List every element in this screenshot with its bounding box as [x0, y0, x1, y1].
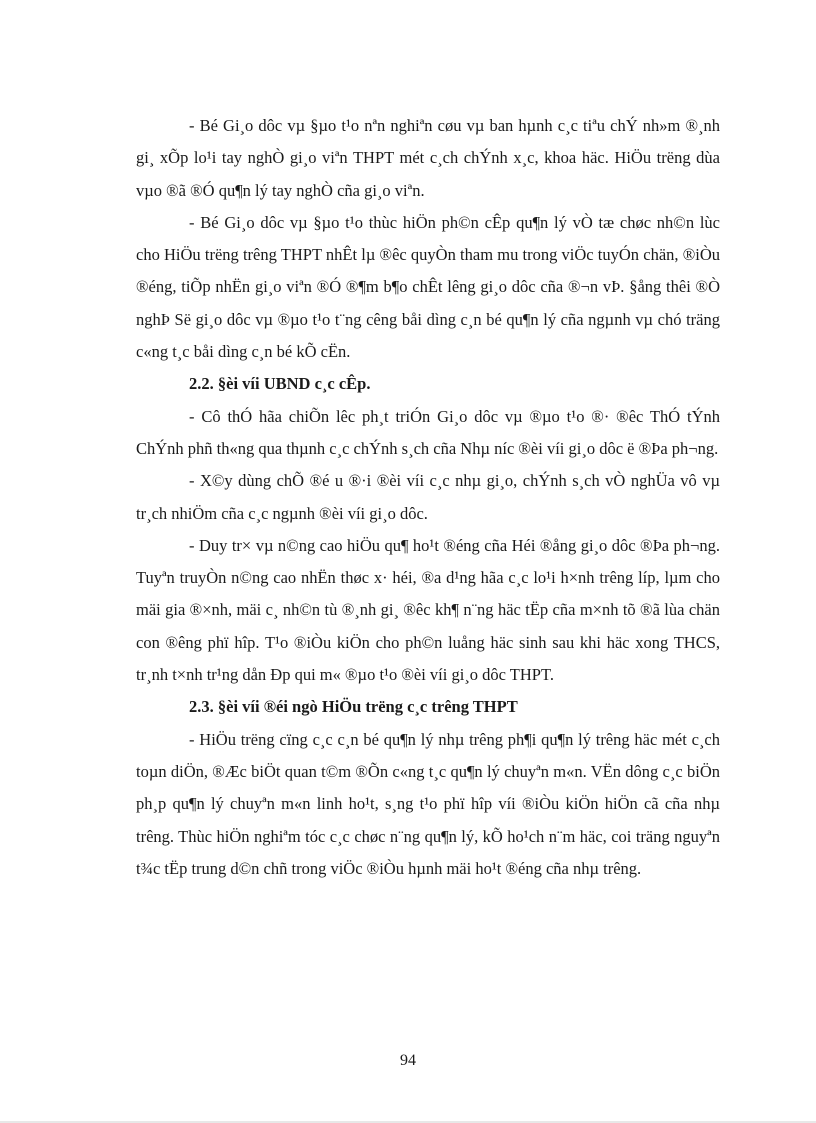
document-body: [136, 110, 720, 885]
page-number: 94: [400, 1052, 416, 1069]
paragraph: - Bé Gi¸o dôc vµ §µo t¹o thùc hiÖn ph©n cÊp qu¶n lý vÒ tæ chøc nh©n lùc cho HiÖu trëng trêng THPT nhÊt lµ ®êc quyÒn tham mu trong viÖc tuyÓn chän, ®iÒu ®éng, tiÕp nhËn gi¸o viªn ®Ó ®¶m b¶o chÊt lêng gi¸o dôc cña ®¬n vÞ. §ång thêi ®Ò nghÞ Së gi¸o dôc vµ ®µo t¹o t¨ng cêng båi dìng c¸n bé qu¶n lý cña ngµnh vµ chó träng c«ng t¸c båi dìng c¸n bé kÕ cËn.: [136, 212, 720, 362]
paragraph: - Cô thÓ hãa chiÕn lêc ph¸t triÓn Gi¸o dôc vµ ®µo t¹o ®· ®êc ThÓ tÝnh ChÝnh phñ th«ng qua thµnh c¸c chÝnh s¸ch cña Nhµ níc ®èi víi gi¸o dôc ë ®Þa ph¬ng.: [136, 406, 720, 458]
paragraph: - Bé Gi¸o dôc vµ §µo t¹o nªn nghiªn cøu vµ ban hµnh c¸c tiªu chÝ nh»m ®¸nh gi¸ xÕp lo¹i tay nghÒ gi¸o viªn THPT mét c¸ch chÝnh x¸c, khoa häc. HiÖu trëng dùa vµo ®ã ®Ó qu¶n lý tay nghÒ cña gi¸o viªn.: [136, 116, 720, 200]
paragraph: - Duy tr× vµ n©ng cao hiÖu qu¶ ho¹t ®éng cña Héi ®ång gi¸o dôc ®Þa ph¬ng. Tuyªn truyÒn n©ng cao nhËn thøc x· héi, ®a d¹ng hãa c¸c lo¹i h×nh trêng líp, lµm cho mäi gia ®×nh, mäi c¸ nh©n tù ®¸nh gi¸ ®êc kh¶ n¨ng häc tËp cña m×nh tõ ®ã lùa chän con ®êng phï hîp. T¹o ®iÒu kiÖn cho ph©n luång häc sinh sau khi häc xong THCS, tr¸nh t×nh tr¹ng dån Ðp qui m« ®µo t¹o ®èi víi gi¸o dôc THPT.: [136, 535, 720, 685]
section-heading: 2.3. §èi víi ®éi ngò HiÖu trëng c¸c trêng THPT: [189, 697, 518, 717]
paragraph: - X©y dùng chÕ ®é u ®·i ®èi víi c¸c nhµ gi¸o, chÝnh s¸ch vÒ nghÜa vô vµ tr¸ch nhiÖm cña c¸c ngµnh ®èi víi gi¸o dôc.: [136, 471, 720, 523]
section-heading: 2.2. §èi víi UBND c¸c cÊp.: [189, 374, 371, 394]
paragraph: - HiÖu trëng cïng c¸c c¸n bé qu¶n lý nhµ trêng ph¶i qu¶n lý trêng häc mét c¸ch toµn diÖn, ®Æc biÖt quan t©m ®Õn c«ng t¸c qu¶n lý chuyªn m«n. VËn dông c¸c biÖn ph¸p qu¶n lý chuyªn m«n linh ho¹t, s¸ng t¹o phï hîp víi ®iÒu kiÖn hiÖn cã cña nhµ trêng. Thùc hiÖn nghiªm tóc c¸c chøc n¨ng qu¶n lý, kÕ ho¹ch n¨m häc, coi träng nguyªn t¾c tËp trung d©n chñ trong viÖc ®iÒu hµnh mäi ho¹t ®éng cña nhµ trêng.: [136, 729, 720, 878]
